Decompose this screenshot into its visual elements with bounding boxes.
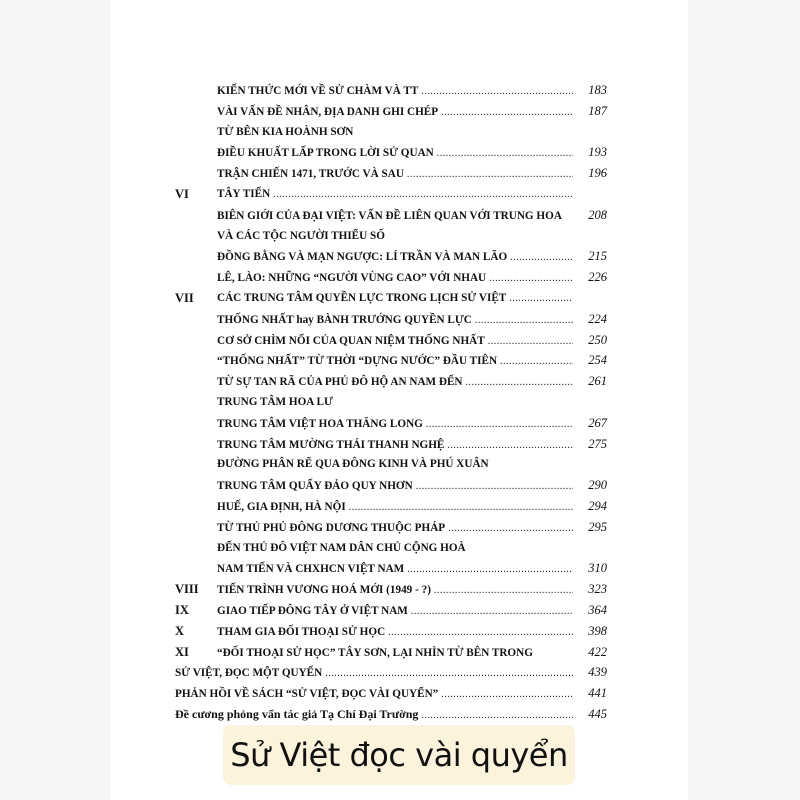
- toc-entry: [175, 662, 607, 683]
- chapter-number: VII: [175, 290, 194, 305]
- page-number: 441: [588, 686, 607, 701]
- toc-entry-title: CƠ SỞ CHÌM NỔI CỦA QUAN NIỆM THỐNG NHẤT: [217, 334, 485, 347]
- toc-entry-line: [217, 267, 607, 290]
- dot-leader: [510, 248, 573, 269]
- dot-leader: [500, 352, 573, 373]
- toc-entry-title: ĐẾN THỦ ĐÔ VIỆT NAM DÂN CHỦ CỘNG HOÀ: [217, 541, 466, 554]
- toc-entry-line: [217, 600, 607, 623]
- toc-entry-title: CÁC TRUNG TÂM QUYỀN LỰC TRONG LỊCH SỬ VIỆT: [217, 291, 507, 304]
- toc-entry: [175, 371, 607, 392]
- toc-entry-line: [217, 184, 607, 206]
- toc-entry-line: [217, 330, 607, 353]
- page-number: 208: [588, 207, 607, 222]
- toc-entry: [175, 309, 607, 330]
- caption-text: Sử Việt đọc vài quyển: [230, 736, 568, 774]
- toc-entry: [175, 621, 607, 642]
- toc-entry: [175, 434, 607, 455]
- dot-leader: [475, 311, 573, 332]
- dot-leader: [447, 436, 573, 457]
- toc-entry-title: TỪ BÊN KIA HOÀNH SƠN: [217, 125, 354, 138]
- chapter-number: XI: [175, 644, 189, 659]
- toc-entry-title: TỪ SỰ TAN RÃ CỦA PHỦ ĐÔ HỘ AN NAM ĐẾN: [217, 376, 463, 389]
- toc-entry-title: TIẾN TRÌNH VƯƠNG HOÁ MỚI (1949 - ?): [217, 584, 431, 597]
- toc-entry-title: PHẢN HỒI VỀ SÁCH “SỬ VIỆT, ĐỌC VÀI QUYỂN”: [175, 688, 439, 701]
- toc-entry: [175, 392, 607, 413]
- toc-entry-line: [217, 142, 607, 165]
- chapter-number: X: [175, 623, 185, 638]
- page-number: 445: [588, 706, 607, 721]
- dot-leader: [441, 103, 573, 124]
- toc-entry: [175, 704, 607, 725]
- page-number: 295: [588, 519, 607, 534]
- page-number: 267: [588, 415, 607, 430]
- chapter-number: IX: [175, 602, 189, 617]
- toc-entry: [175, 142, 607, 163]
- page-number: 275: [588, 436, 607, 451]
- dot-leader: [489, 269, 573, 290]
- dot-leader: [448, 519, 573, 540]
- dot-leader: [434, 581, 573, 602]
- toc-entry: [175, 330, 607, 351]
- toc-entry-line: [217, 558, 607, 581]
- toc-entry: [175, 122, 607, 143]
- dot-leader: [466, 373, 573, 394]
- toc-entry-title: VÀ CÁC TỘC NGƯỜI THIỂU SỐ: [217, 229, 385, 242]
- chapter-number: VIII: [175, 582, 199, 597]
- toc-entry-title: VÀI VẤN ĐỀ NHÂN, ĐỊA DANH GHI CHÉP: [217, 105, 439, 118]
- toc-entry: [175, 205, 607, 226]
- toc-entry-title: ĐƯỜNG PHÂN RẼ QUA ĐÔNG KINH VÀ PHÚ XUÂN: [217, 458, 489, 471]
- toc-entry: [175, 267, 607, 288]
- dot-leader: [349, 498, 573, 519]
- toc-entry-line: [217, 454, 607, 476]
- toc-entry-line: [217, 101, 607, 124]
- page-number: 261: [588, 374, 607, 389]
- toc-entry-title: TỪ THỦ PHỦ ĐÔNG DƯƠNG THUỘC PHÁP: [217, 521, 446, 534]
- dot-leader: [509, 289, 573, 310]
- toc-entry: [175, 350, 607, 371]
- toc-entry-title: TÂY TIẾN: [217, 187, 271, 200]
- page-number: 215: [588, 249, 607, 264]
- toc-entry-line: [217, 246, 607, 269]
- toc-entry-line: [217, 309, 607, 332]
- toc-entry-line: [217, 434, 607, 457]
- toc-entry: [175, 226, 607, 247]
- toc-entry-title: Đề cương phỏng vấn tác giả Tạ Chí Đại Trường: [175, 706, 419, 721]
- page-number: 183: [588, 83, 607, 97]
- toc-entry-line: [217, 517, 607, 540]
- toc-entry: [175, 475, 607, 496]
- page-number: 224: [588, 311, 607, 326]
- page-number: 250: [588, 332, 607, 347]
- toc-entry-line: [217, 413, 607, 436]
- toc-entry: [175, 600, 607, 621]
- page-number: 422: [588, 644, 607, 659]
- toc-entry: [175, 101, 607, 122]
- dot-leader: [488, 332, 573, 353]
- dot-leader: [416, 477, 573, 498]
- table-of-contents: [175, 80, 607, 725]
- toc-entry: [175, 163, 607, 184]
- toc-entry-title: BIÊN GIỚI CỦA ĐẠI VIỆT: VẤN ĐỀ LIÊN QUAN VỚI TRUNG HOA: [217, 209, 562, 222]
- dot-leader: [325, 664, 573, 685]
- toc-entry-line: [175, 662, 607, 685]
- chapter-number: VI: [175, 186, 189, 201]
- toc-entry-title: THỐNG NHẤT hay BÀNH TRƯỚNG QUYỀN LỰC: [217, 313, 472, 326]
- page-number: 364: [588, 602, 607, 617]
- toc-entry-title: “ĐỐI THOẠI SỬ HỌC” TÂY SƠN, LẠI NHÌN TỪ BÊN TRONG: [217, 646, 533, 659]
- toc-entry-line: [175, 704, 607, 727]
- toc-entry: [175, 454, 607, 475]
- page-number: 187: [588, 103, 607, 118]
- dot-leader: [388, 623, 573, 644]
- toc-entry-line: [217, 475, 607, 498]
- dot-leader: [441, 685, 573, 706]
- toc-entry-title: KIẾN THỨC MỚI VỀ SỬ CHÀM VÀ TT: [217, 85, 419, 97]
- toc-entry-line: [217, 163, 607, 186]
- toc-entry: [175, 683, 607, 704]
- dot-leader: [426, 415, 573, 436]
- toc-entry-title: SỬ VIỆT, ĐỌC MỘT QUYỂN: [175, 667, 323, 680]
- toc-entry-line: [217, 350, 607, 373]
- page-number: 254: [588, 353, 607, 368]
- page-number: 323: [588, 582, 607, 597]
- toc-entry-line: [217, 288, 607, 310]
- page-number: 398: [588, 623, 607, 638]
- toc-entry-title: TRUNG TÂM HOA LƯ: [217, 395, 333, 408]
- toc-entry-line: [217, 538, 607, 560]
- dot-leader: [421, 706, 573, 727]
- toc-entry-title: ĐIỀU KHUẤT LẤP TRONG LỜI SỬ QUAN: [217, 147, 434, 160]
- page-number: 439: [588, 665, 607, 680]
- toc-entry-line: [217, 621, 607, 644]
- toc-entry: [175, 246, 607, 267]
- toc-entry-title: TRUNG TÂM VIỆT HOA THĂNG LONG: [217, 417, 423, 430]
- toc-entry: [175, 517, 607, 538]
- toc-entry: [175, 558, 607, 579]
- page-number: 310: [588, 561, 607, 576]
- dot-leader: [421, 82, 573, 103]
- dot-leader: [437, 144, 573, 165]
- toc-entry-line: [217, 80, 607, 103]
- toc-entry-line: [217, 579, 607, 602]
- toc-entry-line: [217, 205, 607, 228]
- page-number: 294: [588, 498, 607, 513]
- toc-entry-title: LÊ, LÀO: NHỮNG “NGƯỜI VÙNG CAO” VỚI NHAU: [217, 272, 487, 285]
- toc-entry-title: HUẾ, GIA ĐỊNH, HÀ NỘI: [217, 500, 346, 513]
- page-number: 193: [588, 145, 607, 160]
- toc-entry-title: THAM GIA ĐỐI THOẠI SỬ HỌC: [217, 625, 386, 638]
- toc-entry-line: [217, 642, 607, 665]
- page-number: 290: [588, 478, 607, 493]
- dot-leader: [273, 185, 573, 206]
- toc-entry-line: [217, 496, 607, 519]
- toc-entry: [175, 496, 607, 517]
- toc-entry-title: “THỐNG NHẤT” TỪ THỜI “DỰNG NƯỚC” ĐẦU TIÊN: [217, 355, 498, 368]
- toc-entry: [175, 80, 607, 101]
- dot-leader: [411, 602, 573, 623]
- toc-entry: [175, 184, 607, 205]
- dot-leader: [407, 560, 573, 581]
- toc-entry-title: GIAO TIẾP ĐÔNG TÂY Ở VIỆT NAM: [217, 604, 408, 617]
- toc-entry: [175, 538, 607, 559]
- page-number: 196: [588, 166, 607, 181]
- toc-entry-title: NAM TIẾN VÀ CHXHCN VIỆT NAM: [217, 563, 405, 576]
- toc-entry-line: [217, 226, 607, 248]
- toc-entry: [175, 579, 607, 600]
- page-number: 226: [588, 270, 607, 285]
- toc-entry-line: [217, 392, 607, 414]
- toc-entry: [175, 642, 607, 663]
- caption-banner: [223, 725, 575, 785]
- toc-entry-title: ĐỒNG BẰNG VÀ MẠN NGƯỢC: LÍ TRẦN VÀ MAN LÃO: [217, 251, 508, 264]
- toc-entry-title: TRUNG TÂM QUẤY ĐẢO QUY NHƠN: [217, 480, 413, 493]
- toc-entry-title: TRUNG TÂM MƯỜNG THÁI THANH NGHỆ: [217, 438, 445, 451]
- toc-entry-line: [175, 683, 607, 706]
- toc-entry: [175, 288, 607, 309]
- toc-entry-line: [217, 371, 607, 394]
- toc-entry-title: TRẬN CHIẾN 1471, TRƯỚC VÀ SAU: [217, 168, 404, 181]
- toc-entry-line: [217, 122, 607, 144]
- dot-leader: [407, 165, 573, 186]
- toc-entry: [175, 413, 607, 434]
